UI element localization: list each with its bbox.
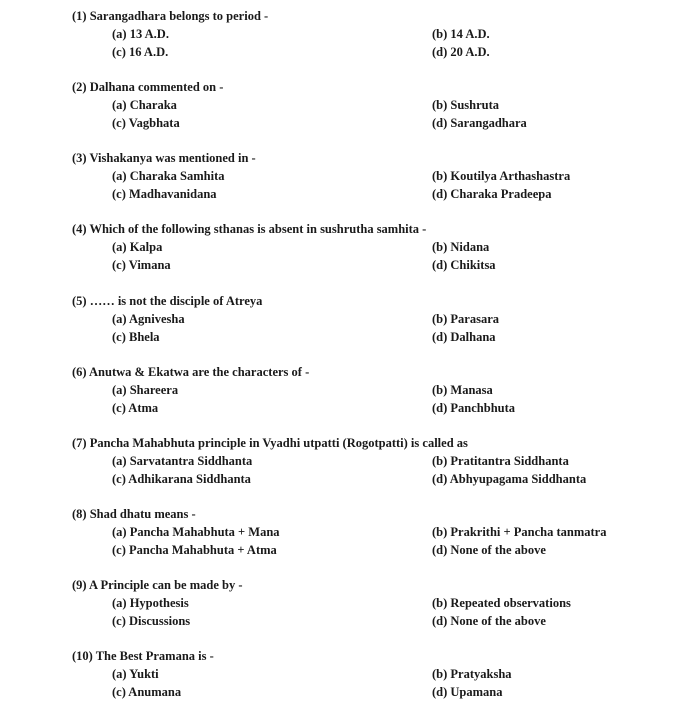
option-c: (c) 16 A.D.	[112, 45, 169, 59]
option-b: (b) Repeated observations	[432, 596, 571, 610]
option-d: (d) Sarangadhara	[432, 116, 527, 130]
option-b: (b) Parasara	[432, 312, 499, 326]
option-c: (c) Adhikarana Siddhanta	[112, 472, 251, 486]
option-a: (a) Hypothesis	[112, 596, 189, 610]
question-7	[72, 434, 672, 488]
option-c: (c) Anumana	[112, 685, 182, 699]
option-d: (d) Dalhana	[432, 330, 496, 344]
option-c: (c) Vimana	[112, 258, 171, 272]
option-b: (b) Sushruta	[432, 98, 500, 112]
option-a: (a) Charaka Samhita	[112, 169, 225, 183]
option-d: (d) 20 A.D.	[432, 45, 490, 59]
option-d: (d) Upamana	[432, 685, 503, 699]
option-a: (a) Shareera	[112, 383, 179, 397]
question-9	[72, 576, 672, 630]
option-d: (d) Panchbhuta	[432, 401, 516, 415]
option-c: (c) Madhavanidana	[112, 187, 217, 201]
option-c: (c) Pancha Mahabhuta + Atma	[112, 543, 277, 557]
option-b: (b) Koutilya Arthashastra	[432, 169, 571, 183]
option-b: (b) 14 A.D.	[432, 27, 490, 41]
option-d: (d) None of the above	[432, 543, 546, 557]
question-1	[72, 7, 672, 61]
option-b: (b) Prakrithi + Pancha tanmatra	[432, 525, 607, 539]
option-b: (b) Pratyaksha	[432, 667, 512, 681]
option-d: (d) Abhyupagama Siddhanta	[432, 472, 587, 486]
question-title: (3) Vishakanya was mentioned in -	[72, 151, 256, 165]
question-title: (7) Pancha Mahabhuta principle in Vyadhi utpatti (Rogotpatti) is called as	[72, 436, 468, 450]
option-b: (b) Manasa	[432, 383, 493, 397]
option-a: (a) Charaka	[112, 98, 177, 112]
question-title: (1) Sarangadhara belongs to period -	[72, 9, 269, 23]
question-6	[72, 363, 672, 417]
option-a: (a) Kalpa	[112, 240, 163, 254]
option-d: (d) None of the above	[432, 614, 546, 628]
question-10	[72, 647, 672, 701]
option-a: (a) Yukti	[112, 667, 159, 681]
option-a: (a) Pancha Mahabhuta + Mana	[112, 525, 280, 539]
question-title: (4) Which of the following sthanas is absent in sushrutha samhita -	[72, 222, 427, 236]
question-title: (5) …… is not the disciple of Atreya	[72, 294, 263, 308]
question-3	[72, 149, 672, 203]
question-2	[72, 78, 672, 132]
question-title: (10) The Best Pramana is -	[72, 649, 214, 663]
option-c: (c) Atma	[112, 401, 159, 415]
question-4	[72, 220, 672, 274]
question-title: (8) Shad dhatu means -	[72, 507, 196, 521]
option-a: (a) Agnivesha	[112, 312, 185, 326]
question-8	[72, 505, 672, 559]
question-title: (6) Anutwa & Ekatwa are the characters of -	[72, 365, 310, 379]
option-c: (c) Bhela	[112, 330, 160, 344]
option-d: (d) Chikitsa	[432, 258, 496, 272]
question-title: (9) A Principle can be made by -	[72, 578, 243, 592]
option-c: (c) Discussions	[112, 614, 191, 628]
option-d: (d) Charaka Pradeepa	[432, 187, 552, 201]
option-c: (c) Vagbhata	[112, 116, 180, 130]
question-title: (2) Dalhana commented on -	[72, 80, 224, 94]
option-a: (a) Sarvatantra Siddhanta	[112, 454, 253, 468]
option-a: (a) 13 A.D.	[112, 27, 169, 41]
question-5	[72, 292, 672, 346]
option-b: (b) Pratitantra Siddhanta	[432, 454, 569, 468]
option-b: (b) Nidana	[432, 240, 490, 254]
